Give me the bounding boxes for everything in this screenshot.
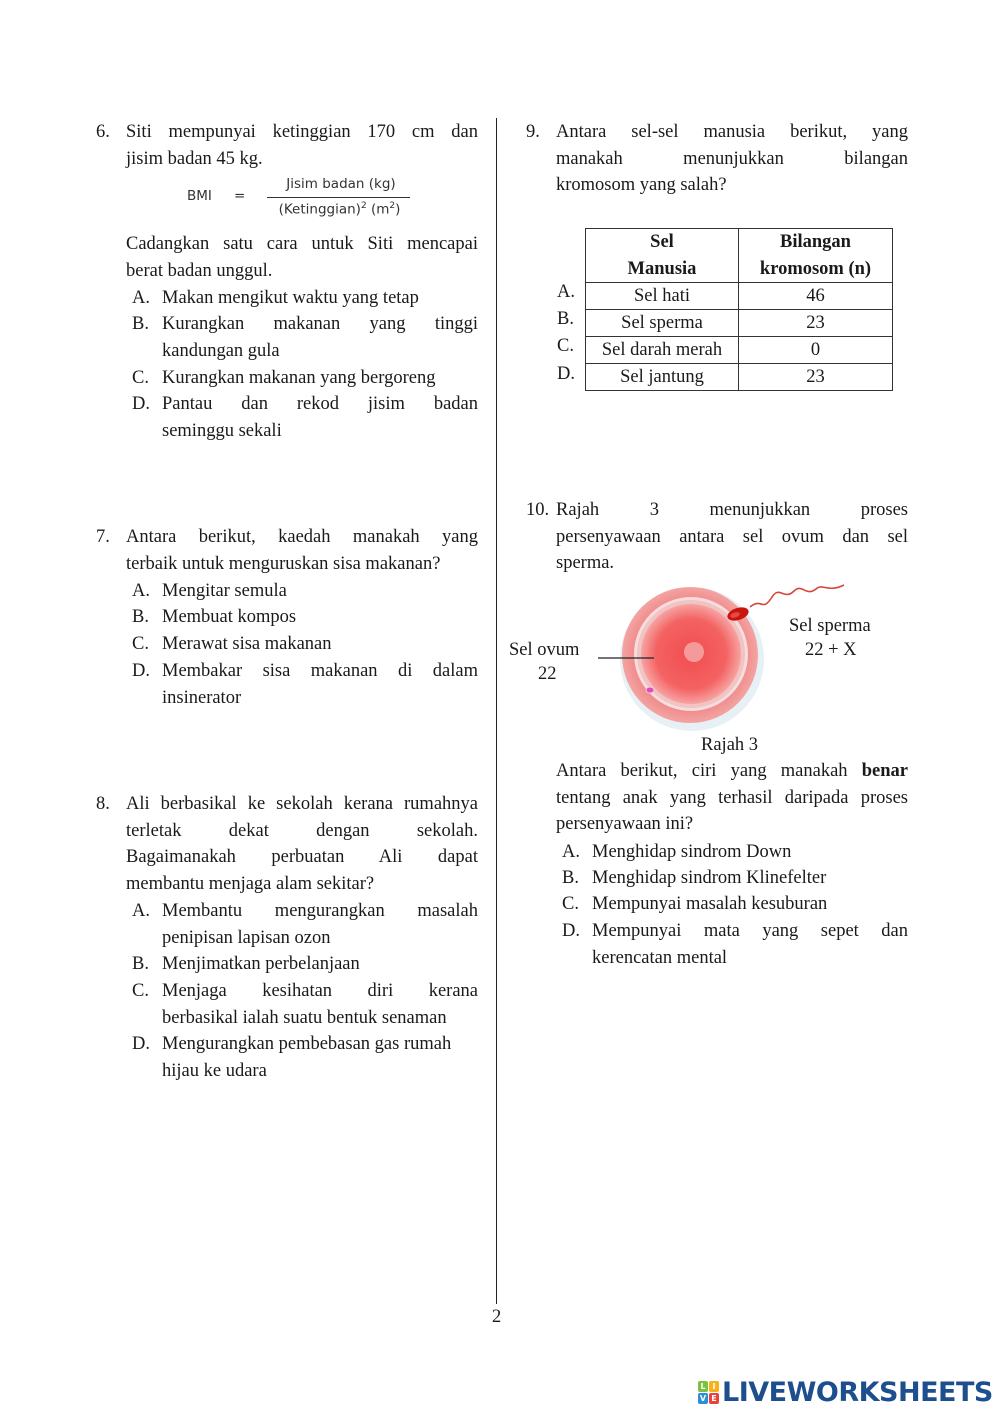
ovum-chromosome-count: 22 [538, 664, 557, 684]
question-number: 6. [96, 122, 110, 142]
fraction-bar [267, 197, 410, 198]
option-c[interactable]: C. Merawat sisa makanan [132, 634, 332, 654]
option-b[interactable]: B. Membuat kompos [132, 607, 297, 627]
logo-wordmark: LIVEWORKSHEETS [722, 1377, 993, 1408]
table-row: Sel darah merah 0 [586, 337, 893, 364]
question-prompt: Cadangkan satu cara untuk Siti mencapai berat badan unggul. [126, 234, 478, 281]
option-b[interactable]: B. Menghidap sindrom Klinefelter [562, 868, 827, 888]
question-stem: Siti mempunyai ketinggian 170 cm dan jisim badan 45 kg. [126, 122, 478, 169]
question-number: 7. [96, 527, 110, 547]
option-c-label[interactable]: C. [557, 336, 574, 356]
option-c[interactable]: C. Menjaga kesihatan diri kerana berbasikal ialah suatu bentuk senaman [132, 981, 478, 1028]
formula-numerator: Jisim badan (kg) [286, 176, 396, 192]
option-a[interactable]: A. Mengitar semula [132, 581, 287, 601]
sperm-label: Sel sperma [789, 616, 871, 636]
ovum-label: Sel ovum [509, 640, 580, 660]
table-row: Sel jantung 23 [586, 364, 893, 391]
chromosome-table [585, 228, 893, 391]
option-d[interactable]: D. Membakar sisa makanan di dalam insinerator [132, 661, 478, 708]
logo-tiles-icon: L I V E [698, 1381, 720, 1405]
option-d[interactable]: D. Pantau dan rekod jisim badan seminggu sekali [132, 394, 478, 441]
sperm-chromosome-count: 22 + X [805, 640, 857, 660]
option-b[interactable]: B. Menjimatkan perbelanjaan [132, 954, 360, 974]
question-number: 8. [96, 794, 110, 814]
option-c[interactable]: C. Kurangkan makanan yang bergoreng [132, 368, 436, 388]
table-header-row [586, 229, 893, 283]
option-a[interactable]: A. Membantu mengurangkan masalah penipisan lapisan ozon [132, 901, 478, 948]
question-stem: Ali berbasikal ke sekolah kerana rumahnya terletak dekat dengan sekolah. Bagaimanakah perbuatan Ali dapat membantu menjaga alam sekitar? [126, 794, 478, 895]
option-b-label[interactable]: B. [557, 309, 574, 329]
option-c[interactable]: C. Mempunyai masalah kesuburan [562, 894, 828, 914]
column-divider [496, 118, 497, 1304]
question-prompt: Antara berikut, ciri yang manakah benar tentang anak yang terhasil daripada proses persenyawaan ini? [556, 761, 908, 835]
header-count: Bilangan kromosom (n) [739, 229, 893, 283]
question-number: 10. [526, 500, 550, 520]
table-row: Sel sperma 23 [586, 310, 893, 337]
option-d-label[interactable]: D. [557, 364, 575, 384]
option-a[interactable]: A. Makan mengikut waktu yang tetap [132, 288, 419, 308]
fertilization-figure [500, 575, 910, 765]
option-b[interactable]: B. Kurangkan makanan yang tinggi kandungan gula [132, 314, 478, 361]
page-number: 2 [492, 1307, 502, 1327]
question-number: 9. [526, 122, 540, 142]
formula-denominator: (Ketinggian)$^2$ $(m^2)$ [278, 201, 401, 218]
option-a[interactable]: A. Menghidap sindrom Down [562, 842, 792, 862]
option-d[interactable]: D. Mengurangkan pembebasan gas rumah hijau ke udara [132, 1034, 452, 1081]
header-cell: Sel Manusia [586, 229, 739, 283]
question-stem: Antara berikut, kaedah manakah yang terbaik untuk menguruskan sisa makanan? [126, 527, 478, 574]
option-a-label[interactable]: A. [557, 282, 575, 302]
table-row: Sel hati 46 [586, 283, 893, 310]
option-d[interactable]: D. Mempunyai mata yang sepet dan kerencatan mental [562, 921, 908, 968]
figure-caption: Rajah 3 [701, 735, 759, 755]
question-stem: Antara sel-sel manusia berikut, yang manakah menunjukkan bilangan kromosom yang salah? [556, 122, 908, 196]
emphasis-benar: benar [861, 761, 908, 781]
question-stem: Rajah 3 menunjukkan proses persenyawaan antara sel ovum dan sel sperma. [556, 500, 908, 574]
